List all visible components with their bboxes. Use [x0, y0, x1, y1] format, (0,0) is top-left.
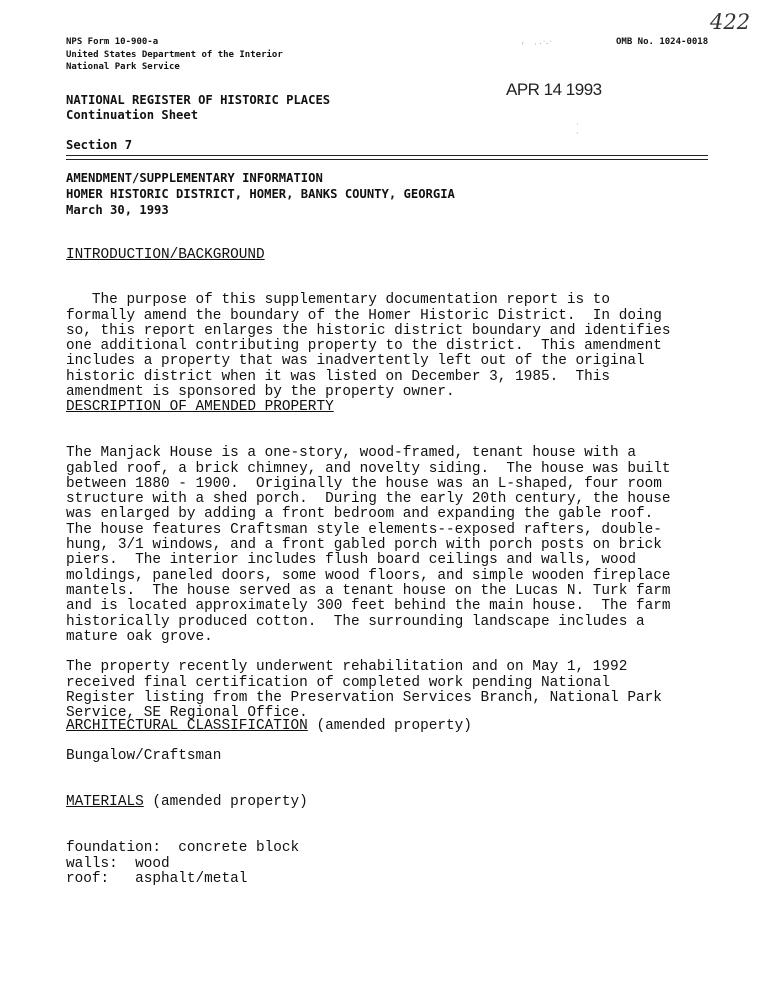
description-heading: DESCRIPTION OF AMENDED PROPERTY — [66, 399, 334, 415]
register-title: NATIONAL REGISTER OF HISTORIC PLACES — [66, 93, 331, 107]
handwritten-number: 422 — [710, 10, 751, 34]
agency-line-1: United States Department of the Interior — [66, 50, 283, 60]
materials-line — [66, 795, 308, 810]
top-rule — [66, 155, 708, 156]
arch-classification-line — [66, 719, 472, 734]
doc-title-date: March 30, 1993 — [66, 203, 169, 217]
intro-heading: INTRODUCTION/BACKGROUND — [66, 247, 265, 263]
arch-suffix: (amended property) — [307, 718, 472, 734]
agency-line-2: National Park Service — [66, 62, 180, 72]
arch-heading: ARCHITECTURAL CLASSIFICATION — [66, 718, 308, 734]
description-paragraph-1: The Manjack House is a one-story, wood-framed, tenant house with a gabled roof, a brick chimney, and novelty siding. The house was built between 1880 - 1900. Originally the house was an L-shaped, four room structure with a shed porch. During the early 20th century, the house was enlarged by adding a front bedroom and expanding the gable roof. The house features Craftsman style elements--exposed rafters, double- hung, 3/1 windows, and a front gabled porch with porch posts on brick piers. The interior includes flush board ceilings and walls, wood moldings, paneled doors, some wood floors, and simple wooden fireplace mantels. The house served as a tenant house on the Lucas N. Turk farm and is located approximately 300 feet behind the main house. The farm historically produced cotton. The surrounding landscape includes a mature oak grove. — [66, 445, 671, 645]
materials-heading: MATERIALS — [66, 794, 144, 810]
omb-number: OMB No. 1024-0018 — [616, 37, 709, 47]
arch-value: Bungalow/Craftsman — [66, 748, 222, 764]
continuation-title: Continuation Sheet — [66, 108, 199, 122]
form-number: NPS Form 10-900-a — [66, 37, 159, 47]
materials-suffix: (amended property) — [143, 794, 308, 810]
doc-title-line-1: AMENDMENT/SUPPLEMENTARY INFORMATION — [66, 171, 323, 185]
scan-specks: ʳ · ˑ˙ˑ˙ — [522, 40, 553, 49]
materials-list: foundation: concrete block walls: wood roof: asphalt/metal — [66, 840, 300, 887]
received-date-stamp: APR 14 1993 — [506, 80, 602, 99]
doc-title-line-2: HOMER HISTORIC DISTRICT, HOMER, BANKS COUNTY, GEORGIA — [66, 187, 455, 201]
scan-specks-2: · · — [576, 120, 579, 138]
section-label: Section 7 — [66, 138, 133, 152]
top-rule-2 — [66, 159, 708, 160]
intro-paragraph: The purpose of this supplementary documentation report is to formally amend the boundary of the Homer Historic District. In doing so, this report enlarges the historic district boundary and identifies one additional contributing property to the district. This amendment includes a property that was inadvertently left out of the original historic district when it was listed on December 3, 1985. This amendment is sponsored by the property owner. — [66, 292, 671, 401]
description-paragraph-2: The property recently underwent rehabilitation and on May 1, 1992 received final certification of completed work pending National Register listing from the Preservation Services Branch, National Park Service, SE Regional Office. — [66, 659, 662, 722]
